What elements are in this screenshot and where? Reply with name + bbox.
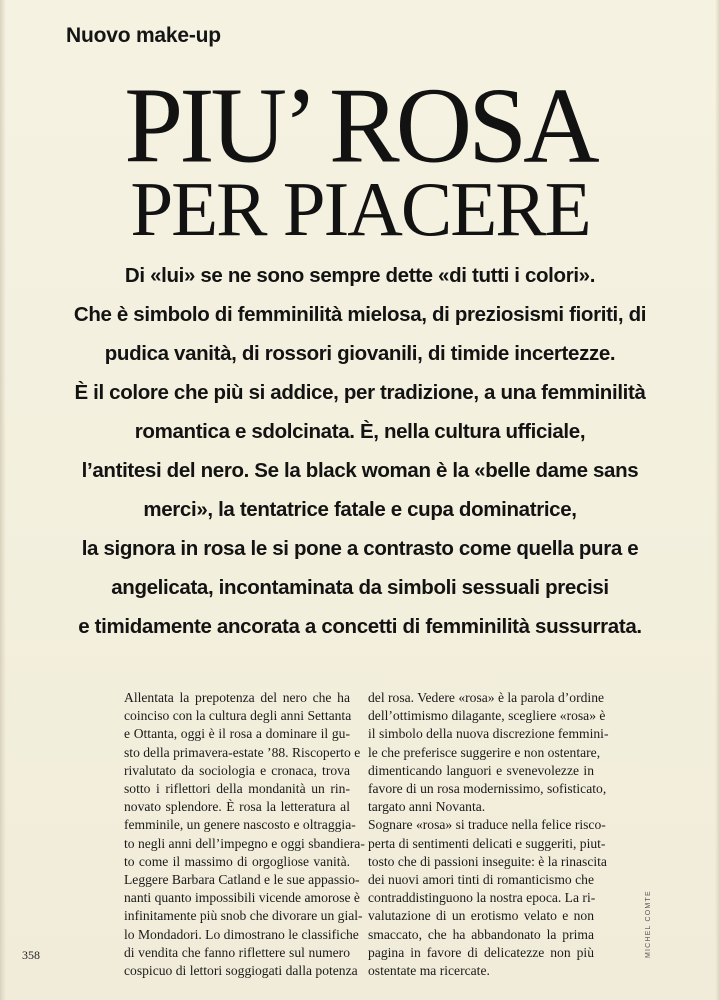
body-line: sto della primavera-estate ’88. Riscoperto e [124, 744, 361, 760]
body-line: infinitamente più snob che divorare un gial- [124, 908, 363, 924]
section-kicker: Nuovo make-up [66, 24, 221, 47]
body-line: smaccato, che ha abbandonato la prima [368, 926, 594, 942]
body-line: dell’ottimismo dilagante, scegliere «rosa» è [368, 708, 606, 724]
headline-line-2: PER PIACERE [130, 166, 590, 252]
headline-line-1: PIU’ ROSA [124, 65, 596, 186]
body-line: rivalutato da sociologia e cronaca, trova [124, 762, 350, 778]
standfirst-line: romantica e sdolcinata. È, nella cultura ufficiale, [134, 420, 586, 443]
photo-credit: MICHEL COMTE [645, 890, 652, 958]
standfirst-line: Che è simbolo di femminilità mielosa, di preziosismi fioriti, di [73, 303, 647, 326]
body-line: sotto i riflettori della mondanità un rin- [124, 781, 350, 797]
body-line: novato splendore. È rosa la letteratura al [124, 799, 350, 815]
body-line: del rosa. Vedere «rosa» è la parola d’ordine [368, 690, 605, 705]
body-line: lo Mondadori. Lo dimostrano le classifiche [124, 926, 359, 942]
body-line: cospicuo di lettori soggiogati dalla potenza [124, 963, 358, 979]
standfirst-line: È il colore che più si addice, per tradizione, a una femminilità [74, 381, 646, 404]
body-line: pagina in favore di delicatezze non più [368, 944, 594, 960]
body-line: coinciso con la cultura degli anni Settanta [124, 708, 352, 724]
body-line: il simbolo della nuova discrezione femmini- [368, 726, 609, 742]
standfirst-line: angelicata, incontaminata da simboli sessuali precisi [111, 576, 609, 599]
page-number: 358 [22, 948, 40, 962]
body-column-left [124, 689, 365, 980]
body-line: to come il massimo di orgogliose vanità. [124, 853, 350, 869]
body-line: Sognare «rosa» si traduce nella felice risco- [368, 817, 606, 833]
body-line: femminile, un genere nascosto e oltraggia- [124, 817, 356, 833]
body-column-right [368, 689, 609, 980]
standfirst-line: l’antitesi del nero. Se la black woman è la «belle dame sans [81, 459, 639, 482]
standfirst-line: la signora in rosa le si pone a contrasto come quella pura e [81, 537, 639, 560]
body-line: le che preferisce suggerire e non ostentare, [368, 744, 601, 760]
standfirst-line: Di «lui» se ne sono sempre dette «di tutti i colori». [124, 264, 596, 287]
body-line: perta di sentimenti delicati e suggeriti, piut- [368, 835, 606, 851]
standfirst [40, 256, 680, 646]
standfirst-line: e timidamente ancorata a concetti di femminilità sussurrata. [78, 615, 642, 638]
body-line: tosto che di passioni inseguite: è la rinascita [368, 853, 607, 869]
standfirst-line: pudica vanità, di rossori giovanili, di timide incertezze. [104, 342, 616, 365]
body-line: Allentata la prepotenza del nero che ha [124, 690, 350, 705]
body-line: ostentate ma ricercate. [368, 963, 490, 979]
body-line: nanti quanto impossibili vicende amorose è [124, 890, 360, 906]
body-line: di vendita che fanno riflettere sul numero [124, 944, 350, 960]
body-line: contraddistinguono la nostra epoca. La ri- [368, 890, 596, 906]
body-line: dimenticando languori e svenevolezze in [368, 762, 594, 778]
body-line: targato anni Novanta. [368, 799, 486, 815]
body-line: Leggere Barbara Catland e le sue appassio- [124, 872, 360, 888]
standfirst-line: merci», la tentatrice fatale e cupa dominatrice, [143, 498, 577, 521]
body-line: dei nuovi amori tinti di romanticismo che [368, 872, 594, 888]
body-line: e Ottanta, oggi è il rosa a dominare il gu- [124, 726, 350, 742]
body-line: to negli anni dell’impegno e oggi sbandiera- [124, 835, 365, 851]
body-line: valutazione di un erotismo velato e non [368, 908, 594, 924]
body-line: favore di un rosa modernissimo, sofisticato, [368, 781, 607, 797]
